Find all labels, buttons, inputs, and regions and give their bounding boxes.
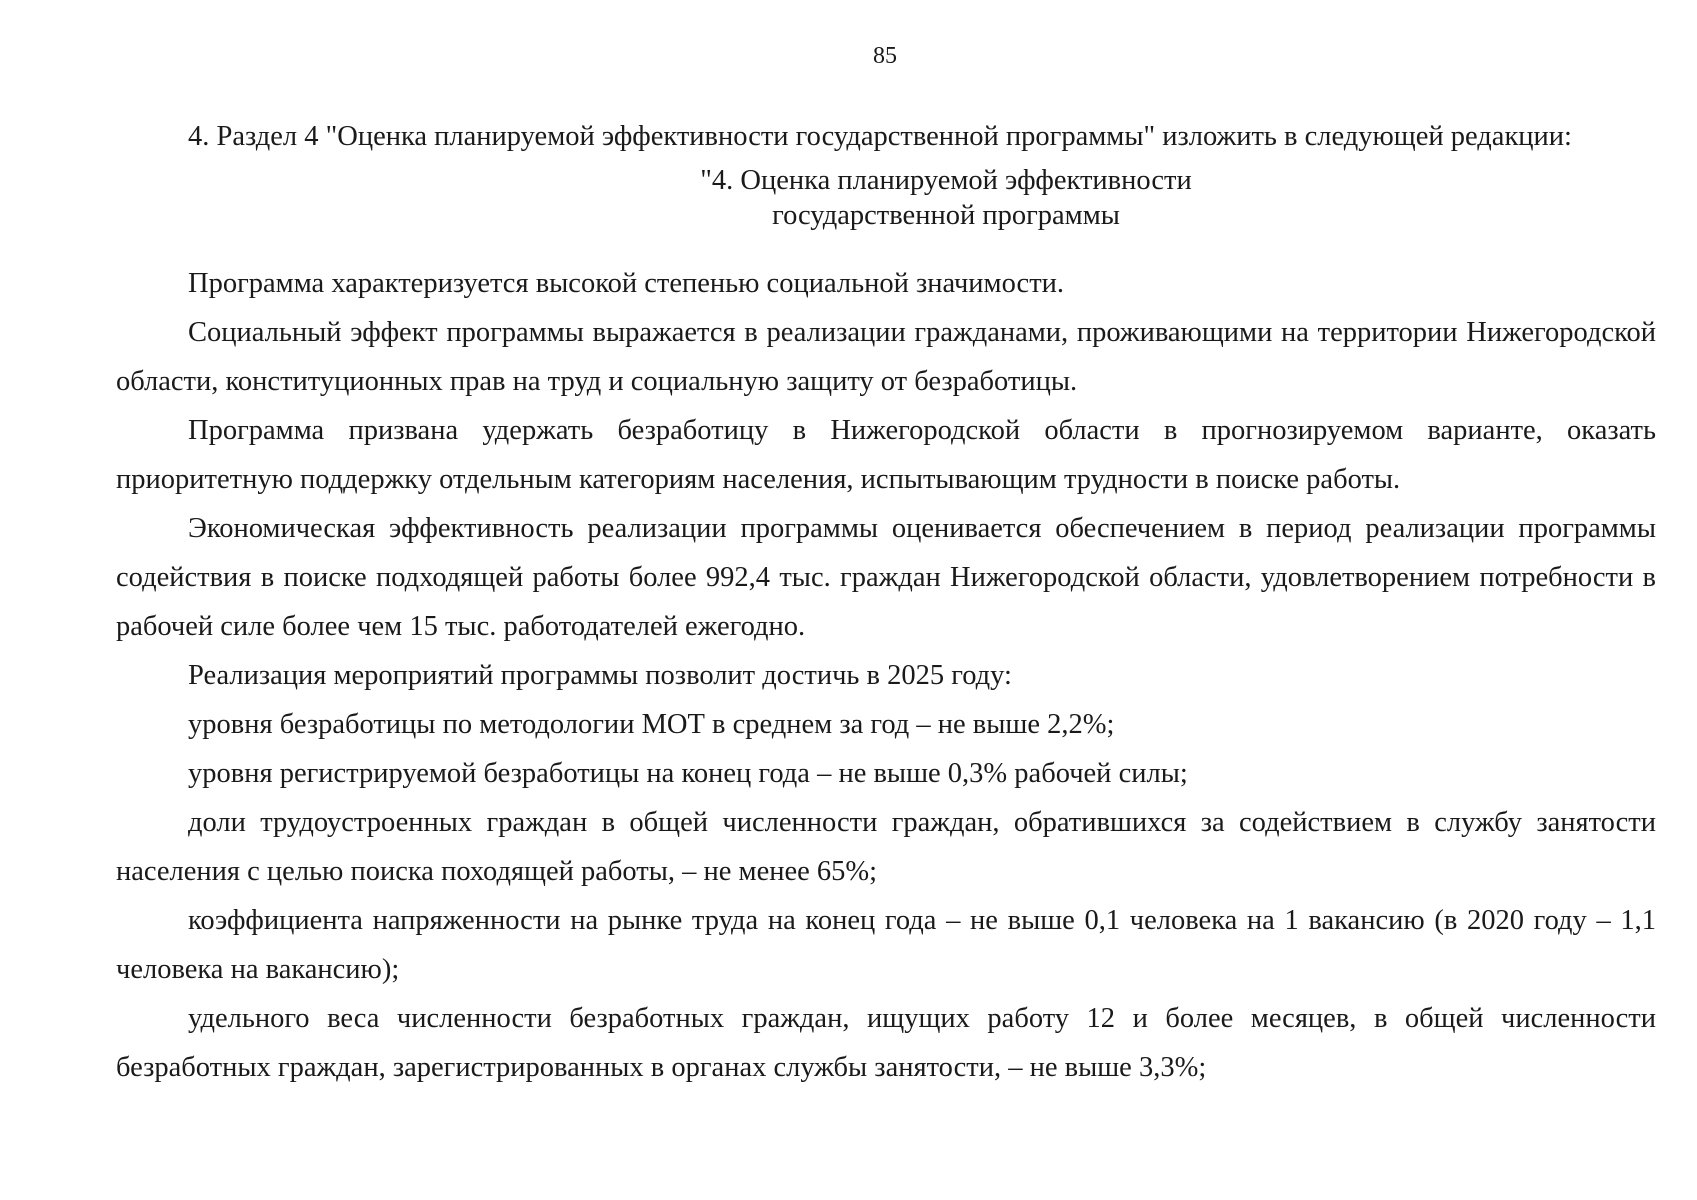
paragraph-long-term-unemployed: удельного веса численности безработных граждан, ищущих работу 12 и более месяцев, в общей численности безработных граждан, зарегистрированных в органах службы занятости, – не выше 3,3%; (116, 1003, 1656, 1083)
document-body (116, 112, 1656, 1092)
paragraph-employed-share: доли трудоустроенных граждан в общей численности граждан, обратившихся за содействием в службу занятости населения с целью поиска походящей работы, – не менее 65%; (116, 807, 1656, 887)
paragraph-social-effect: Социальный эффект программы выражается в реализации гражданами, проживающими на территории Нижегородской области, конституционных прав на труд и социальную защиту от безработицы. (116, 317, 1656, 397)
section-heading (116, 161, 1656, 233)
paragraph-registered-unemployment: уровня регистрируемой безработицы на конец года – не выше 0,3% рабочей силы; (188, 758, 1188, 789)
paragraph-ilo-unemployment: уровня безработицы по методологии МОТ в среднем за год – не выше 2,2%; (188, 709, 1115, 740)
page-number: 85 (873, 43, 897, 69)
paragraph-social-significance: Программа характеризуется высокой степенью социальной значимости. (188, 268, 1065, 299)
paragraph-results-intro: Реализация мероприятий программы позволит достичь в 2025 году: (188, 660, 1012, 691)
amendment-instruction: 4. Раздел 4 "Оценка планируемой эффективности государственной программы" изложить в следующей редакции: (188, 121, 1572, 152)
paragraph-program-goal: Программа призвана удержать безработицу в Нижегородской области в прогнозируемом варианте, оказать приоритетную поддержку отдельным категориям населения, испытывающим трудности в поиске работы. (116, 415, 1656, 495)
section-text (116, 259, 1656, 1092)
paragraph-economic-efficiency: Экономическая эффективность реализации программы оценивается обеспечением в период реализации программы содействия в поиске подходящей работы более 992,4 тыс. граждан Нижегородской области, удовлетворением потребности в рабочей силе более чем 15 тыс. работодателей ежегодно. (116, 513, 1656, 642)
section-heading-line-1: "4. Оценка планируемой эффективности (700, 165, 1192, 196)
paragraph-tension-coefficient: коэффициента напряженности на рынке труда на конец года – не выше 0,1 человека на 1 вакансию (в 2020 году – 1,1 человека на вакансию); (116, 905, 1656, 985)
section-heading-line-2: государственной программы (772, 200, 1120, 231)
